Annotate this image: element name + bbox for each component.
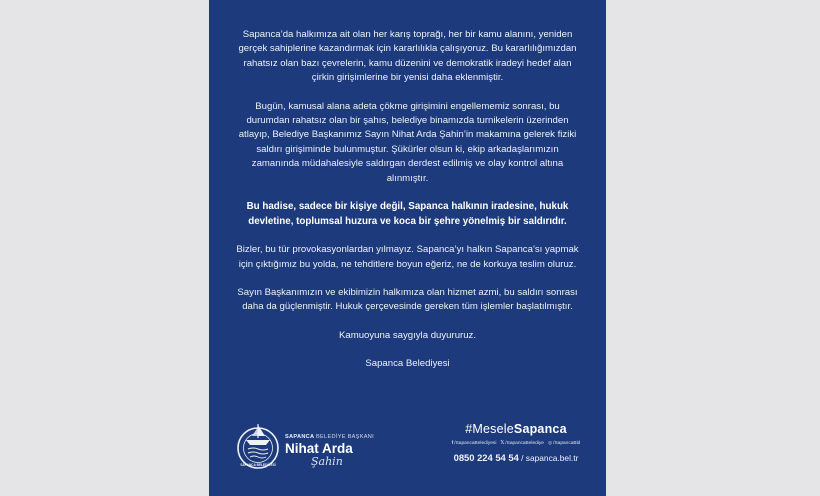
social-handles	[441, 441, 591, 446]
website: / sapanca.bel.tr	[521, 453, 579, 463]
instagram-handle: ◎/SapancaBld	[547, 441, 581, 446]
mayor-title-city: SAPANCA	[285, 434, 315, 440]
statement-paragraph-1: Sapanca’da halkımıza ait olan her karış toprağı, her bir kamu alanını, yeniden gerçek sahiplerine kazandırmak için kararlılıkla çalışıyoruz. Bu kararlılığımızdan rahatsız olan bazı çevrelerin, kamu düzenini ve demokratik iradeyi hedef alan çirkin girişimlerine bir yenisi daha eklenmiştir.	[238, 29, 577, 84]
x-handle: 𝕏/SapancaBelediye	[500, 441, 544, 446]
instagram-icon: ◎	[547, 441, 553, 446]
phone-number: 0850 224 54 54	[453, 452, 519, 463]
statement-paragraph-4: Sayın Başkanımızın ve ekibimizin halkımıza olan hizmet azmi, bu saldırı sonrası daha da güçlenmiştir. Hukuk çerçevesinde gereken tüm işlemler başlatılmıştır.	[237, 287, 578, 313]
contact-block	[441, 422, 591, 463]
statement-paragraph-3: Bizler, bu tür provokasyonlardan yılmayız. Sapanca’yı halkın Sapanca’sı yapmak için çıktığımız bu yolda, ne tehditlere boyun eğeriz, ne de korkuya teslim oluruz.	[236, 244, 579, 270]
hashtag	[441, 422, 591, 436]
facebook-handle: f/SapancaBelediyesi	[451, 441, 497, 446]
statement-signature: Sapanca Belediyesi	[365, 358, 450, 370]
mayor-last-name: Şahin	[311, 455, 343, 468]
mayor-title-role: BELEDİYE BAŞKANI	[316, 434, 374, 440]
emblem-text: SAPANCA BELEDİYESİ	[240, 463, 276, 467]
hashtag-prefix: #Mesele	[465, 422, 514, 436]
facebook-icon: f	[451, 441, 454, 446]
statement-closing: Kamuoyuna saygıyla duyururuz.	[338, 329, 477, 341]
x-icon: 𝕏	[500, 441, 505, 446]
hashtag-bold: Sapanca	[513, 422, 567, 436]
mayor-first-name: Nihat Arda	[285, 441, 353, 456]
contact-line	[441, 452, 591, 463]
press-statement-poster	[209, 0, 606, 496]
statement-paragraph-2: Bugün, kamusal alana adeta çökme girişimini engellememiz sonrası, bu durumdan rahatsız olan bir şahıs, belediye binamızda turnikelerin üzerinden atlayıp, Belediye Başkanımız Sayın Nihat Arda Şahin’in makamına gelerek fiziki saldırı girişiminde bulunmuştur. Şükürler olsun ki, ekip arkadaşlarımızın zamanında müdahalesiyle saldırgan derdest edilmiş ve olay kontrol altına alınmıştır.	[238, 100, 577, 184]
mayor-signature-block	[235, 418, 395, 474]
mayor-title	[285, 434, 374, 440]
statement-body	[233, 28, 582, 386]
statement-bold-paragraph: Bu hadise, sadece bir kişiye değil, Sapanca halkının iradesine, hukuk devletine, toplumsal huzura ve koca bir şehre yönelmiş bir saldırıdır.	[246, 201, 569, 227]
sapanca-municipality-emblem-icon	[235, 418, 281, 474]
